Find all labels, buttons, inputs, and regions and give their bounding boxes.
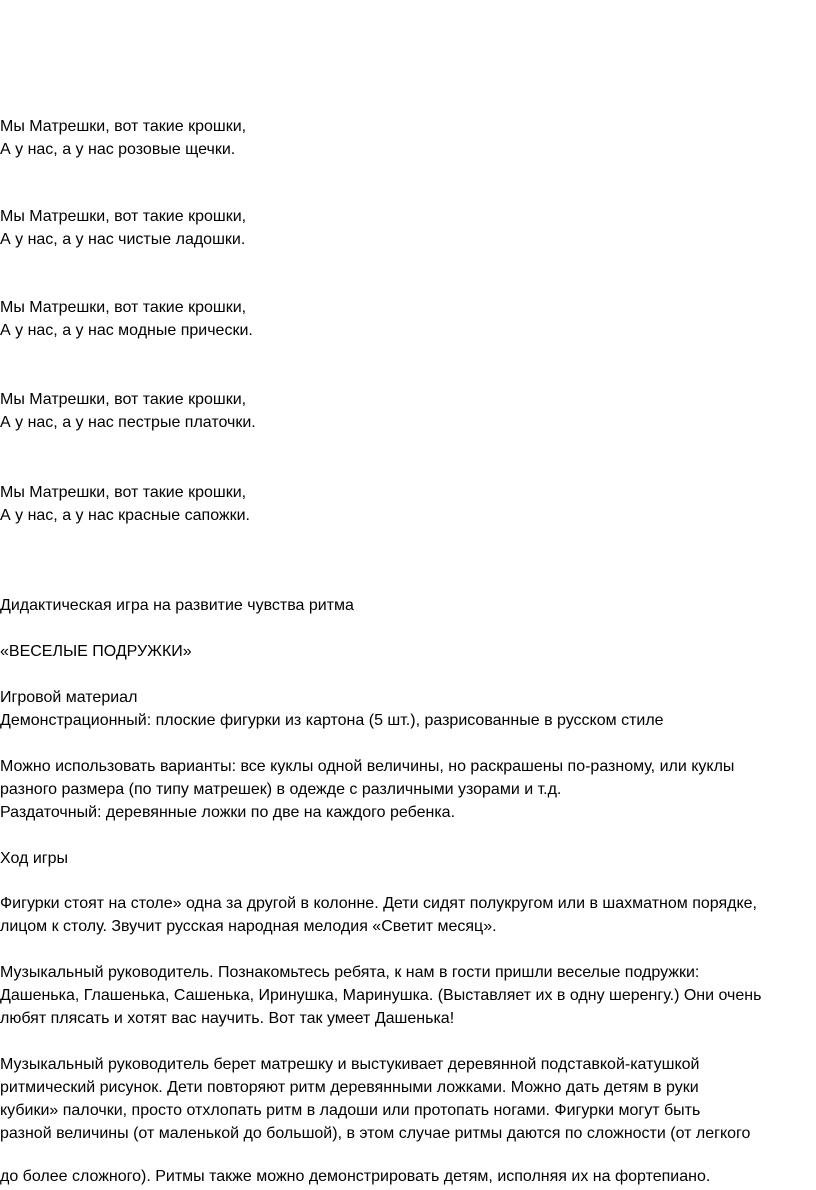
- demo-material: Демонстрационный: плоские фигурки из картона (5 шт.), разрисованные в русском стиле: [0, 712, 664, 729]
- p3-line-3: кубики» палочки, просто отхлопать ритм в ладоши или протопать ногами. Фигурки могут быть: [0, 1102, 701, 1119]
- p1-line-2: лицом к столу. Звучит русская народная мелодия «Светит месяц».: [0, 918, 497, 935]
- verse-2-line-1: Мы Матрешки, вот такие крошки,: [0, 208, 247, 225]
- handout-material: Раздаточный: деревянные ложки по две на каждого ребенка.: [0, 804, 456, 821]
- verse-1-line-1: Мы Матрешки, вот такие крошки,: [0, 118, 247, 135]
- p2-line-1: Музыкальный руководитель. Познакомьтесь ребята, к нам в гости пришли веселые подружки:: [0, 964, 700, 981]
- verse-5-line-2: А у нас, а у нас красные сапожки.: [0, 507, 250, 524]
- verse-2-line-2: А у нас, а у нас чистые ладошки.: [0, 231, 246, 248]
- variants-line-1: Можно использовать варианты: все куклы одной величины, но раскрашены по-разному, или куклы: [0, 758, 735, 775]
- p2-line-2: Дашенька, Глашенька, Сашенька, Иринушка, Маринушка. (Выставляет их в одну шеренгу.) Они очень: [0, 987, 762, 1004]
- p3-line-1: Музыкальный руководитель берет матрешку и выстукивает деревянной подставкой-катушкой: [0, 1056, 700, 1073]
- course-heading: Ход игры: [0, 850, 68, 867]
- game-heading: Дидактическая игра на развитие чувства ритма: [0, 597, 354, 614]
- verse-3-line-1: Мы Матрешки, вот такие крошки,: [0, 299, 247, 316]
- verse-5-line-1: Мы Матрешки, вот такие крошки,: [0, 484, 247, 501]
- verse-4-line-2: А у нас, а у нас пестрые платочки.: [0, 414, 256, 431]
- p4-line-1: до более сложного). Ритмы также можно демонстрировать детям, исполняя их на фортепиано.: [0, 1168, 711, 1185]
- material-heading: Игровой материал: [0, 689, 138, 706]
- verse-4-line-1: Мы Матрешки, вот такие крошки,: [0, 391, 247, 408]
- game-title: «ВЕСЕЛЫЕ ПОДРУЖКИ»: [0, 643, 192, 660]
- verse-1-line-2: А у нас, а у нас розовые щечки.: [0, 141, 236, 158]
- p1-line-1: Фигурки стоят на столе» одна за другой в колонне. Дети сидят полукругом или в шахматном порядке,: [0, 895, 757, 912]
- p3-line-2: ритмический рисунок. Дети повторяют ритм деревянными ложками. Можно дать детям в руки: [0, 1079, 699, 1096]
- variants-line-2: разного размера (по типу матрешек) в одежде с различными узорами и т.д.: [0, 781, 562, 798]
- p3-line-4: разной величины (от маленькой до большой), в этом случае ритмы даются по сложности (от легкого: [0, 1125, 751, 1142]
- p2-line-3: любят плясать и хотят вас научить. Вот так умеет Дашенька!: [0, 1010, 455, 1027]
- verse-3-line-2: А у нас, а у нас модные прически.: [0, 322, 253, 339]
